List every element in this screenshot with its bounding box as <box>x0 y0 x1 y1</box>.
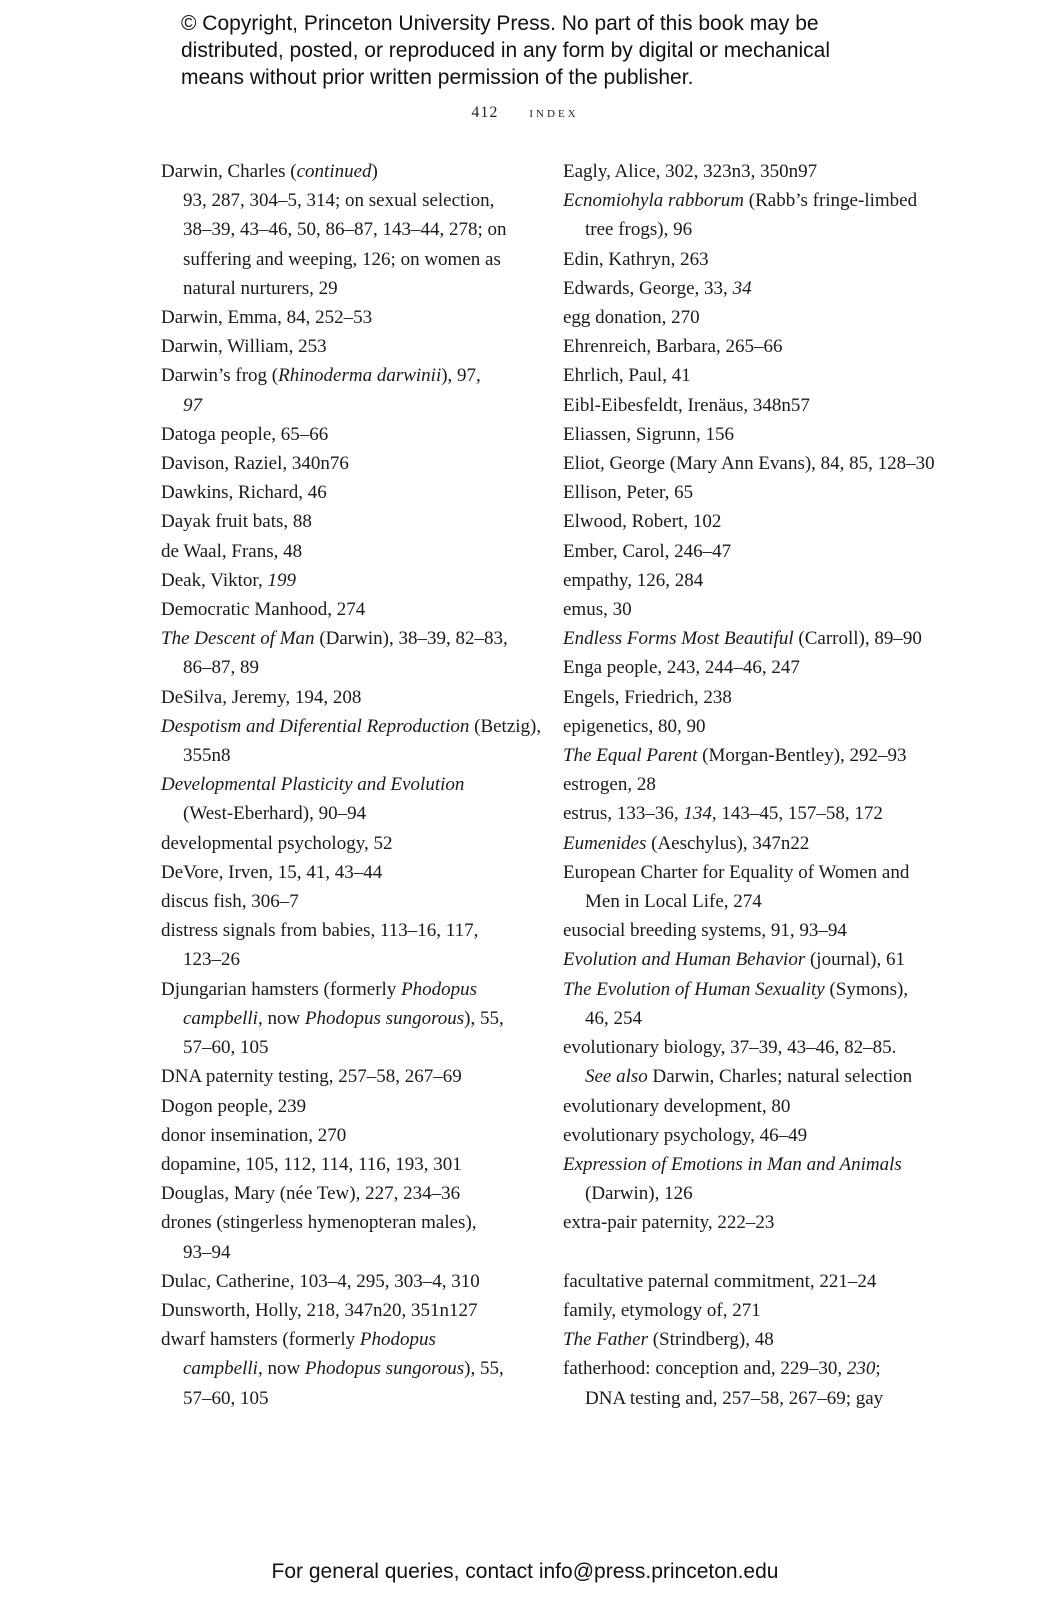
index-entry <box>563 653 938 682</box>
index-entry <box>161 1150 526 1179</box>
entry-text: continued <box>296 161 372 182</box>
entry-text: Ecnomiohyla rabborum <box>563 190 745 212</box>
entry-text: 355n8 <box>183 745 231 767</box>
entry-text: European Charter for Equality of Women and <box>563 861 910 883</box>
index-entry <box>563 595 938 624</box>
entry-text: Ember, Carol, 246–47 <box>563 540 732 562</box>
entry-text: natural nurturers, 29 <box>183 277 338 299</box>
entry-text: The Descent of Man <box>161 628 315 650</box>
index-entry <box>563 507 938 536</box>
index-entry <box>563 858 938 916</box>
entry-text: , now <box>257 1007 305 1029</box>
entry-text: family, etymology of, 271 <box>563 1299 761 1321</box>
entry-text: estrus, 133–36, <box>563 803 684 825</box>
entry-text: 93–94 <box>183 1241 231 1263</box>
copyright-line: distributed, posted, or reproduced in any form by digital or mechanical <box>181 39 831 62</box>
entry-text: epigenetics, 80, 90 <box>563 715 706 737</box>
entry-text: facultative paternal commitment, 221–24 <box>563 1270 877 1292</box>
index-entry <box>161 157 526 303</box>
entry-text: 97 <box>183 394 202 416</box>
index-entry <box>161 1062 526 1091</box>
index-entry <box>161 1179 526 1208</box>
index-entry <box>161 916 526 974</box>
index-entry <box>563 245 938 274</box>
running-head <box>0 104 1050 122</box>
entry-text: Dawkins, Richard, 46 <box>161 482 327 504</box>
copyright-notice <box>181 10 901 91</box>
index-entry <box>563 1267 938 1296</box>
entry-text: evolutionary psychology, 46–49 <box>563 1124 808 1146</box>
entry-text: evolutionary development, 80 <box>563 1095 791 1117</box>
entry-text: 93, 287, 304–5, 314; on sexual selection, <box>183 190 495 212</box>
entry-text: extra-pair paternity, 222–23 <box>563 1212 775 1234</box>
entry-text: Democratic Manhood, 274 <box>161 599 366 621</box>
entry-text: 86–87, 89 <box>183 657 259 679</box>
entry-text: (Carroll), 89–90 <box>793 628 922 650</box>
entry-text: Phodopus sungorous <box>304 1358 465 1380</box>
entry-text: suffering and weeping, 126; on women as <box>183 248 501 270</box>
index-entry <box>563 332 938 361</box>
index-entry <box>563 712 938 741</box>
entry-text: Deak, Viktor, <box>161 569 268 591</box>
entry-text: distress signals from babies, 113–16, 117, <box>161 920 479 942</box>
entry-text: 57–60, 105 <box>183 1037 269 1059</box>
entry-text: Dayak fruit bats, 88 <box>161 511 312 533</box>
index-entry <box>161 1296 526 1325</box>
entry-text: Eumenides <box>563 832 647 854</box>
entry-text: egg donation, 270 <box>563 307 700 329</box>
entry-text: de Waal, Frans, 48 <box>161 540 303 562</box>
entry-text: Eagly, Alice, 302, 323n3, 350n97 <box>563 161 818 182</box>
index-entry <box>161 332 526 361</box>
index-entry <box>161 712 542 770</box>
entry-text: Despotism and Diferential Reproduction <box>161 715 470 737</box>
entry-text: (West-Eberhard), 90–94 <box>183 803 367 825</box>
entry-text: DeVore, Irven, 15, 41, 43–44 <box>161 861 383 883</box>
entry-text: 38–39, 43–46, 50, 86–87, 143–44, 278; on <box>183 219 507 241</box>
entry-text: Darwin, Charles; natural selection <box>647 1066 913 1088</box>
entry-text: (Darwin), 38–39, 82–83, <box>314 628 508 650</box>
footer-contact: For general queries, contact info@press.princeton.edu <box>271 1560 779 1583</box>
index-entry <box>563 566 938 595</box>
entry-text: Rhinoderma darwinii <box>278 365 442 387</box>
index-entry <box>563 274 938 303</box>
index-entry <box>161 683 526 712</box>
entry-text: ), 55, <box>464 1007 504 1029</box>
entry-text: Endless Forms Most Beautiful <box>563 628 794 650</box>
index-entry <box>563 303 938 332</box>
entry-text: Ehrlich, Paul, 41 <box>563 365 691 387</box>
entry-text: 34 <box>732 277 752 299</box>
entry-text: The Evolution of Human Sexuality <box>563 978 825 1000</box>
index-entry <box>563 1033 938 1091</box>
entry-text: fatherhood: conception and, 229–30, <box>563 1358 847 1380</box>
index-entry <box>563 1092 938 1121</box>
index-entry <box>563 975 938 1033</box>
entry-text: Darwin, Charles ( <box>161 161 297 182</box>
entry-text: empathy, 126, 284 <box>563 569 704 591</box>
index-entry <box>563 683 938 712</box>
index-entry <box>161 449 526 478</box>
index-entry <box>563 741 938 770</box>
entry-text: 57–60, 105 <box>183 1387 269 1409</box>
index-column-left <box>161 157 542 1413</box>
entry-text: drones (stingerless hymenopteran males), <box>161 1212 477 1234</box>
index-entry <box>161 420 526 449</box>
entry-text: (Rabb’s fringe-limbed <box>744 190 918 212</box>
entry-text: (Symons), <box>824 978 909 1000</box>
index-entry <box>563 770 938 799</box>
entry-text: eusocial breeding systems, 91, 93–94 <box>563 920 847 942</box>
index-entry <box>563 537 938 566</box>
entry-text: emus, 30 <box>563 599 632 621</box>
entry-text: DNA paternity testing, 257–58, 267–69 <box>161 1066 462 1088</box>
entry-text: Dulac, Catherine, 103–4, 295, 303–4, 310 <box>161 1270 480 1292</box>
entry-text: DNA testing and, 257–58, 267–69; gay <box>585 1387 884 1409</box>
entry-text: estrogen, 28 <box>563 774 656 796</box>
entry-text: Dunsworth, Holly, 218, 347n20, 351n127 <box>161 1299 478 1321</box>
entry-text: ; <box>875 1358 881 1380</box>
index-column-right <box>563 157 938 1413</box>
entry-text: Ehrenreich, Barbara, 265–66 <box>563 336 783 358</box>
index-entry <box>563 361 938 390</box>
entry-text: (Morgan-Bentley), 292–93 <box>697 745 907 767</box>
copyright-line: © Copyright, Princeton University Press. No part of this book may be <box>181 12 819 35</box>
index-entry <box>161 507 526 536</box>
entry-text: 134 <box>683 803 712 825</box>
entry-text: DeSilva, Jeremy, 194, 208 <box>161 686 362 708</box>
entry-text: Douglas, Mary (née Tew), 227, 234–36 <box>161 1183 461 1205</box>
entry-text: The Father <box>563 1329 648 1351</box>
entry-text: ), 97, <box>441 365 481 387</box>
entry-text: (journal), 61 <box>805 949 905 971</box>
entry-text: Enga people, 243, 244–46, 247 <box>563 657 800 679</box>
index-entry <box>563 945 938 974</box>
entry-text: Phodopus <box>401 978 478 1000</box>
entry-text: Developmental Plasticity and Evolution <box>161 774 465 796</box>
entry-text: (Darwin), 126 <box>585 1183 693 1205</box>
entry-text: Eliot, George (Mary Ann Evans), 84, 85, 128–30 <box>563 453 935 475</box>
index-entry <box>161 887 526 916</box>
index-entry <box>563 1325 938 1354</box>
entry-text: Darwin, Emma, 84, 252–53 <box>161 307 373 329</box>
entry-text: campbelli <box>183 1358 258 1380</box>
index-entry <box>161 770 526 828</box>
entry-text: (Betzig), <box>469 715 542 737</box>
entry-text: Edwards, George, 33, <box>563 277 733 299</box>
entry-text: Eliassen, Sigrunn, 156 <box>563 423 734 445</box>
entry-text: Datoga people, 65–66 <box>161 423 329 445</box>
index-entry <box>563 1121 938 1150</box>
entry-text: ) <box>371 161 378 182</box>
letter-section-gap <box>563 1238 938 1267</box>
entry-text: Darwin, William, 253 <box>161 336 327 358</box>
entry-text: The Equal Parent <box>563 745 698 767</box>
index-entry <box>161 1267 526 1296</box>
entry-text: Men in Local Life, 274 <box>585 891 762 913</box>
index-entry <box>563 799 938 828</box>
index-entry <box>563 391 938 420</box>
entry-text: Elwood, Robert, 102 <box>563 511 722 533</box>
entry-text: Engels, Friedrich, 238 <box>563 686 732 708</box>
entry-text: Darwin’s frog ( <box>161 365 279 387</box>
entry-text: (Strindberg), 48 <box>647 1329 774 1351</box>
index-entry <box>563 1296 938 1325</box>
entry-text: Ellison, Peter, 65 <box>563 482 694 504</box>
index-entry <box>161 303 526 332</box>
entry-text: donor insemination, 270 <box>161 1124 347 1146</box>
index-entry <box>563 449 938 478</box>
entry-text: Phodopus sungorous <box>304 1007 465 1029</box>
index-entry <box>563 1354 938 1412</box>
index-entry <box>161 595 526 624</box>
entry-text: Expression of Emotions in Man and Animals <box>563 1153 902 1175</box>
entry-text: 46, 254 <box>585 1007 642 1029</box>
index-entry <box>563 478 938 507</box>
entry-text: dwarf hamsters (formerly <box>161 1329 360 1351</box>
entry-text: discus fish, 306–7 <box>161 891 299 913</box>
copyright-line: means without prior written permission of the publisher. <box>181 66 694 89</box>
index-entry <box>161 478 526 507</box>
page-title: index <box>529 104 579 121</box>
entry-text: Eibl-Eibesfeldt, Irenäus, 348n57 <box>563 394 810 416</box>
index-entry <box>161 829 526 858</box>
entry-text: 199 <box>267 569 296 591</box>
entry-text: Dogon people, 239 <box>161 1095 307 1117</box>
entry-text: Phodopus <box>359 1329 436 1351</box>
entry-text: campbelli <box>183 1007 258 1029</box>
entry-text: developmental psychology, 52 <box>161 832 393 854</box>
entry-text: Edin, Kathryn, 263 <box>563 248 709 270</box>
entry-text: See also <box>585 1066 648 1088</box>
entry-text: 123–26 <box>183 949 240 971</box>
entry-text: Djungarian hamsters (formerly <box>161 978 402 1000</box>
page-number: 412 <box>471 104 499 121</box>
entry-text: , 143–45, 157–58, 172 <box>711 803 883 825</box>
entry-text: evolutionary biology, 37–39, 43–46, 82–85. <box>563 1037 897 1059</box>
index-entry <box>161 1121 526 1150</box>
index-entry <box>563 624 938 653</box>
index-entry <box>161 1092 526 1121</box>
index-entry <box>161 1325 526 1413</box>
index-entry <box>563 1208 938 1237</box>
index-entry <box>563 1150 938 1208</box>
index-entry <box>563 186 938 244</box>
entry-text: tree frogs), 96 <box>585 219 693 241</box>
index-entry <box>161 624 526 682</box>
index-entry <box>161 1208 526 1266</box>
index-entry <box>161 566 526 595</box>
index-entry <box>563 829 938 858</box>
entry-text: ), 55, <box>464 1358 504 1380</box>
index-entry <box>161 975 526 1063</box>
index-entry <box>563 420 938 449</box>
index-entry <box>161 361 526 419</box>
entry-text: 230 <box>846 1358 876 1380</box>
entry-text: dopamine, 105, 112, 114, 116, 193, 301 <box>161 1153 462 1175</box>
entry-text: Evolution and Human Behavior <box>563 949 806 971</box>
index-entry <box>161 537 526 566</box>
index-entry <box>563 916 938 945</box>
index-entry <box>161 858 526 887</box>
index-entry <box>563 157 938 186</box>
entry-text: , now <box>257 1358 305 1380</box>
entry-text: (Aeschylus), 347n22 <box>646 832 810 854</box>
entry-text: Davison, Raziel, 340n76 <box>161 453 349 475</box>
